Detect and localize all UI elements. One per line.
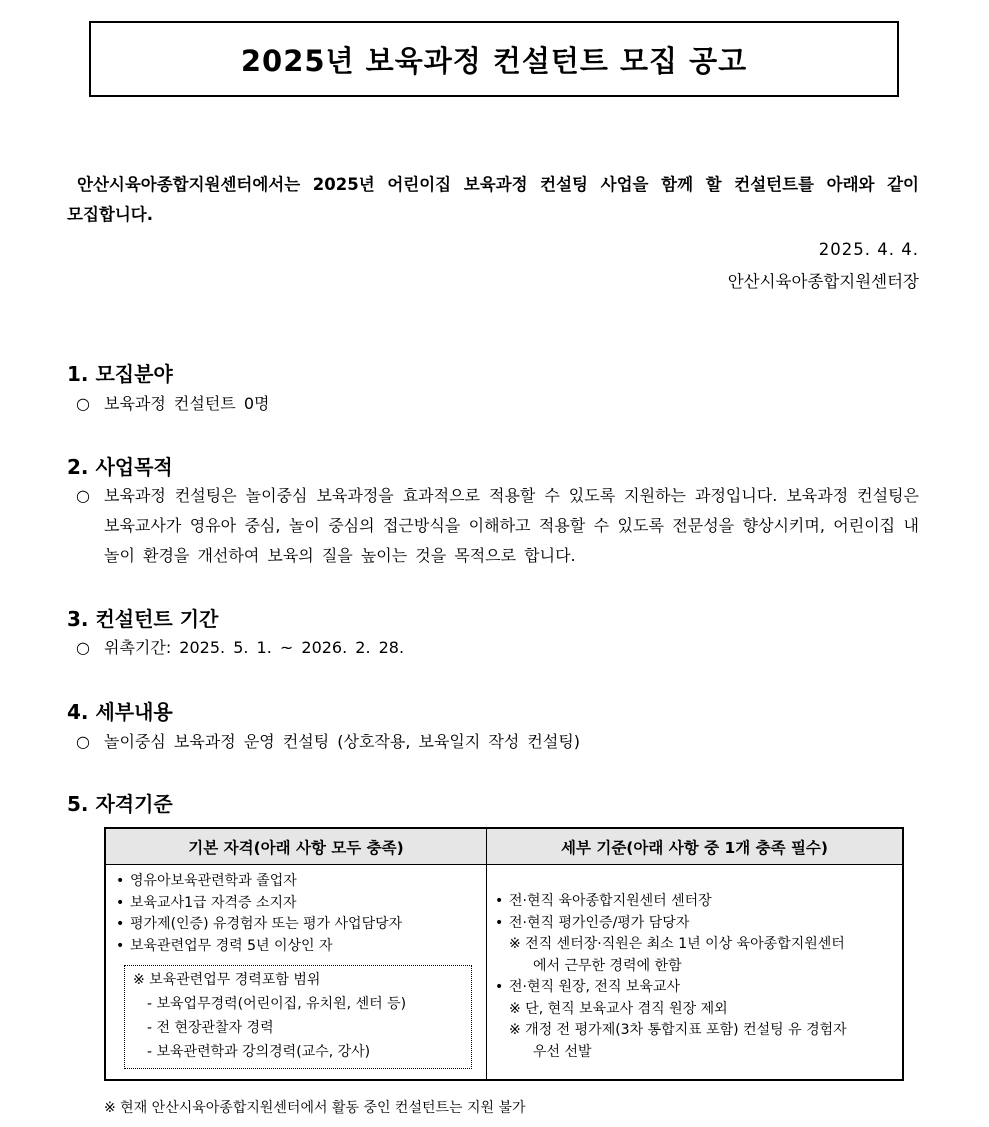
section-2-item: [76, 481, 919, 571]
section-5-heading: 5. 자격기준: [67, 792, 173, 816]
bullet-dot-icon: •: [116, 894, 125, 911]
career-range-item: - 보육관련학과 강의경력(교수, 강사): [147, 1044, 371, 1060]
list-item: • 전·현직 평가인증/평가 담당자: [495, 913, 894, 935]
section-4-heading: 4. 세부내용: [67, 700, 173, 724]
bullet-dot-icon: •: [116, 937, 125, 954]
circle-bullet-icon: ○: [76, 732, 90, 751]
list-item: • 전·현직 원장, 전직 보육교사: [495, 977, 894, 999]
section-2-text: 보육과정 컨설팅은 놀이중심 보육과정을 효과적으로 적용할 수 있도록 지원하는 과정입니다. 보육과정 컨설팅은 보육교사가 영유아 중심, 놀이 중심의 접근방식을 이해하고 적용할 수 있도록 전문성을 향상시키며, 어린이집 내 놀이 환경을 개선하여 보육의 질을 높이는 것을 목적으로 합니다.: [104, 486, 919, 565]
detail-criteria-cell: [487, 865, 902, 1079]
career-range-item: - 보육업무경력(어린이집, 유치원, 센터 등): [147, 996, 407, 1012]
page-title: 2025년 보육과정 컨설턴트 모집 공고: [240, 43, 748, 78]
circle-bullet-icon: ○: [76, 486, 90, 505]
detail-criteria-header: 세부 기준(아래 사항 중 1개 충족 필수): [561, 838, 828, 857]
note-line: ※ 전직 센터장·직원은 최소 1년 이상 육아종합지원센터: [509, 936, 845, 952]
list-item: • 영유아보육관련학과 졸업자: [116, 871, 476, 893]
announcement-date: 2025. 4. 4.: [818, 240, 919, 259]
circle-bullet-icon: ○: [76, 394, 90, 413]
career-range-item: - 전 현장관찰자 경력: [147, 1020, 274, 1036]
note-line: ※ 단, 현직 보육교사 겸직 원장 제외: [509, 1000, 728, 1017]
section-4-item: [76, 727, 919, 757]
criteria-table-body: [106, 865, 902, 1079]
list-item: • 보육관련업무 경력 5년 이상인 자: [116, 936, 476, 958]
section-3-heading: 3. 컨설턴트 기간: [67, 607, 219, 631]
section-2-heading: 2. 사업목적: [67, 455, 173, 479]
bullet-dot-icon: •: [495, 914, 504, 931]
bullet-dot-icon: •: [495, 979, 504, 995]
bullet-dot-icon: •: [116, 873, 125, 889]
note-line: ※ 개정 전 평가제(3차 통합지표 포함) 컨설팅 유 경험자: [509, 1022, 847, 1038]
footnote: ※ 현재 안산시육아종합지원센터에서 활동 중인 컨설턴트는 지원 불가: [104, 1100, 526, 1116]
bullet-dot-icon: •: [116, 916, 125, 932]
intro-paragraph: 안산시육아종합지원센터에서는 2025년 어린이집 보육과정 컨설팅 사업을 함께 할 컨설턴트를 아래와 같이 모집합니다.: [67, 175, 919, 224]
title-box: [89, 21, 899, 97]
section-3-item: [76, 633, 919, 663]
section-1-heading: 1. 모집분야: [67, 362, 173, 386]
signer: 안산시육아종합지원센터장: [727, 272, 919, 291]
list-item: • 전·현직 육아종합지원센터 센터장: [495, 891, 894, 913]
bullet-dot-icon: •: [495, 893, 504, 909]
basic-qualification-header: 기본 자격(아래 사항 모두 충족): [106, 829, 487, 864]
career-range-box: [124, 965, 472, 1069]
section-4-text: 놀이중심 보육과정 운영 컨설팅 (상호작용, 보육일지 작성 컨설팅): [104, 732, 581, 751]
note-line: 에서 근무한 경력에 한함: [533, 957, 682, 974]
list-item: • 평가제(인증) 유경험자 또는 평가 사업담당자: [116, 914, 476, 936]
criteria-table-header: [106, 829, 902, 865]
section-1-text: 보육과정 컨설턴트 0명: [104, 394, 270, 413]
career-range-title: ※ 보육관련업무 경력포함 범위: [133, 972, 321, 988]
section-3-text: 위촉기간: 2025. 5. 1. ~ 2026. 2. 28.: [104, 638, 405, 657]
list-item: • 보육교사1급 자격증 소지자: [116, 893, 476, 915]
circle-bullet-icon: ○: [76, 638, 90, 657]
criteria-table: [104, 827, 904, 1081]
section-1-item: [76, 389, 919, 419]
note-line: 우선 선발: [533, 1043, 592, 1060]
basic-qualification-cell: [106, 865, 487, 1079]
